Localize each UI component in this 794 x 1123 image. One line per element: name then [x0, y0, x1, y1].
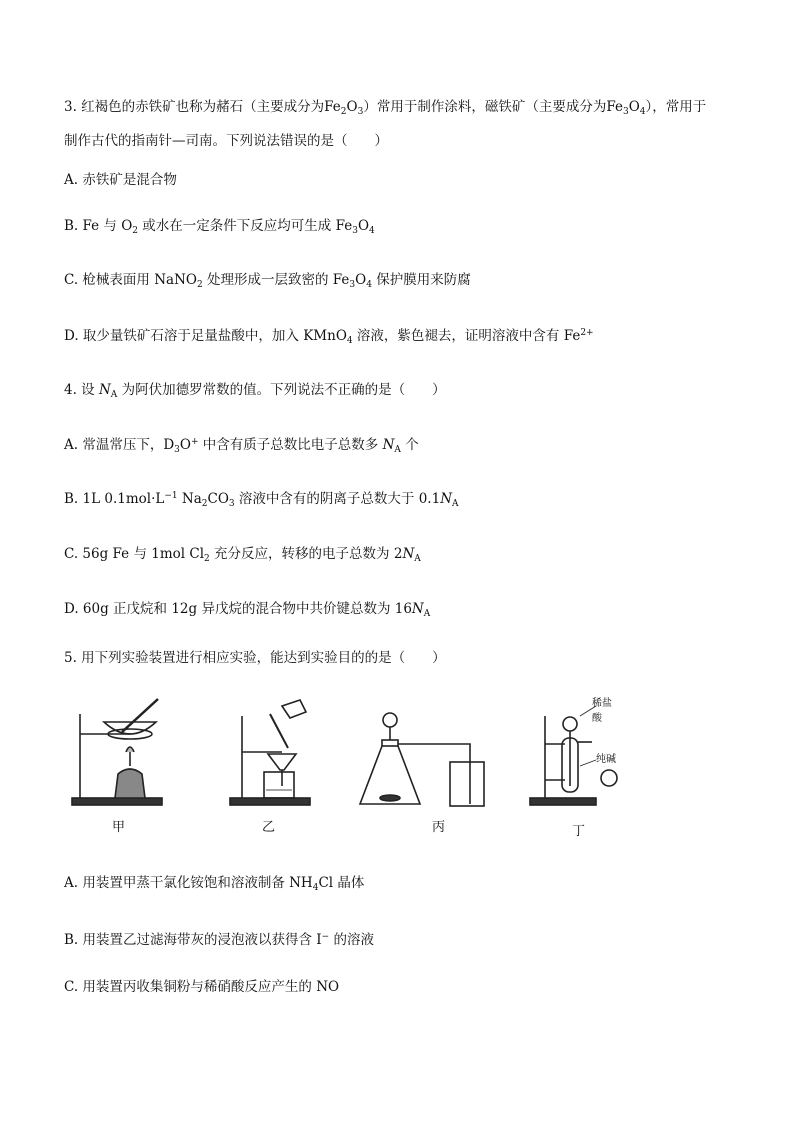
fig-label-yi: 乙 — [262, 820, 276, 835]
q3-option-d: D. 取少量铁矿石溶于足量盐酸中，加入 KMnO$_4$ 溶液，紫色褪去，证明溶液中含有 $Fe^{2+}$ — [64, 328, 594, 346]
q5-stem: 5. 用下列实验装置进行相应实验，能达到实验目的的是（ ） — [64, 650, 446, 666]
fig-label-ding: 丁 — [572, 824, 586, 839]
q4-option-b: B. 1L $0.1mol\cdot L^{-1}$ $Na_2CO_3$ 溶液中含有的阴离子总数大于 $0.1N_A$ — [64, 491, 459, 509]
q5-option-b: B. 用装置乙过滤海带灰的浸泡液以获得含 I− 的溶液 — [64, 932, 374, 948]
q3-stem-line1: 3. 红褐色的赤铁矿也称为赭石（主要成分为$Fe_2O_3$）常用于制作涂料，磁铁矿（主要成分为$Fe_3O_4$），常用于 — [64, 99, 707, 117]
apparatus-figures — [60, 694, 620, 844]
q3-option-c: C. 枪械表面用 NaNO$_2$ 处理形成一层致密的 $Fe_3O_4$ 保护膜用来防腐 — [64, 272, 471, 290]
q4-stem: 4. 设 $N_A$ 为阿伏加德罗常数的值。下列说法不正确的是（ ） — [64, 382, 446, 400]
fig-label-bing: 丙 — [432, 820, 446, 835]
apparatus-bing — [360, 713, 484, 806]
fig-ding-label-soda: 纯碱 — [596, 754, 616, 765]
q3-option-b: B. Fe 与 $O_2$ 或水在一定条件下反应均可生成 $Fe_3O_4$ — [64, 218, 375, 236]
apparatus-yi — [230, 700, 310, 805]
q4-option-c: C. 56g Fe 与 1mol $Cl_2$ 充分反应，转移的电子总数为 $2N_A$ — [64, 546, 421, 564]
q4-option-a: A. 常温常压下，$D_3O^+$ 中含有质子总数比电子总数多 $N_A$ 个 — [64, 437, 419, 455]
apparatus-jia — [72, 699, 162, 805]
q3-stem-line2: 制作古代的指南针—司南。下列说法错误的是（ ） — [64, 133, 388, 149]
q4-option-d: D. 60g 正戊烷和 12g 异戊烷的混合物中共价键总数为 $16N_A$ — [64, 601, 431, 619]
apparatus-drawings — [60, 694, 620, 844]
q5-option-c: C. 用装置丙收集铜粉与稀硝酸反应产生的 NO — [64, 979, 340, 995]
q3-option-a: A. 赤铁矿是混合物 — [64, 172, 177, 188]
fig-ding-label-hcl: 稀盐酸 — [592, 698, 612, 724]
fig-label-jia: 甲 — [112, 820, 126, 835]
q5-option-a: A. 用装置甲蒸干氯化铵饱和溶液制备 $NH_4Cl$ 晶体 — [64, 875, 365, 893]
